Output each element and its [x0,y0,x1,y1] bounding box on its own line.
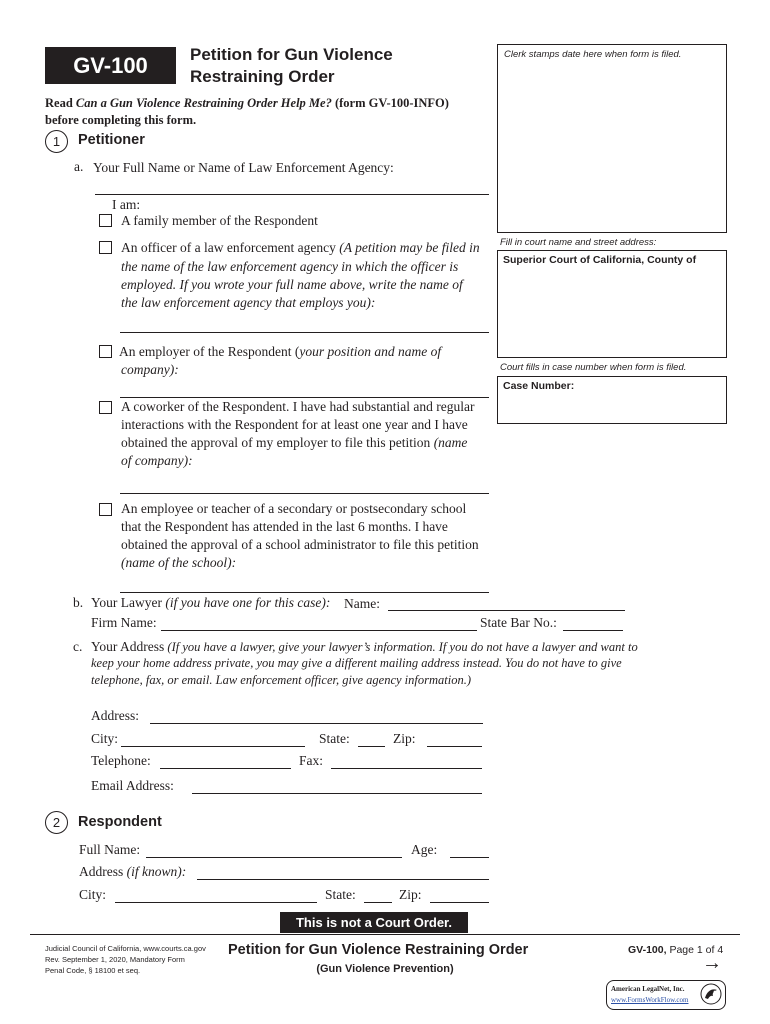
coworker-text: obtained the approval of my employer to file this petition [121,435,431,450]
footer-title: Petition for Gun Violence Restraining Order [228,942,529,958]
read-info-line [45,95,449,112]
family-member-checkbox[interactable] [99,214,112,227]
email-label: Email Address: [91,778,174,793]
court-name-label: Fill in court name and street address: [500,237,657,248]
telephone-field[interactable] [160,768,291,769]
coworker-l2: interactions with the Respondent for at least one year and I have [121,417,468,432]
read-info-title[interactable]: Can a Gun Violence Restraining Order Help Me? [75,96,332,110]
teacher-l1: An employee or teacher of a secondary or postsecondary school [121,501,467,516]
zip-label: Zip: [393,731,416,746]
firm-name-field[interactable] [161,630,477,631]
teacher-l3: obtained the approval of a school administrator to file this petition [121,537,479,552]
form-code-badge: GV-100 [45,47,176,84]
address-note-l1: (If you have a lawyer, give your lawyer’s information. If you do not have a lawyer and want to [167,640,638,654]
coworker-note-l2: of company): [121,453,193,468]
coworker-checkbox[interactable] [99,401,112,414]
respondent-state-field[interactable] [364,902,392,903]
read-info-line2: before completing this form. [45,113,197,127]
employer-checkbox[interactable] [99,345,112,358]
case-number-instruction: Court fills in case number when form is filed. [500,362,687,373]
read-info-suffix: (form GV-100-INFO) [331,96,449,110]
form-title-line1: Petition for Gun Violence [190,45,393,64]
lawyer-name-field[interactable] [388,610,625,611]
teacher-checkbox[interactable] [99,503,112,516]
item-a-letter: a. [74,159,84,174]
officer-checkbox[interactable] [99,241,112,254]
family-member-label: A family member of the Respondent [121,213,318,228]
publisher-name: American LegalNet, Inc. [611,985,685,993]
footer-source-l1: Judicial Council of California, www.courts.ca.gov [45,944,206,953]
fax-field[interactable] [331,768,482,769]
footer-subtitle: (Gun Violence Prevention) [316,963,454,975]
officer-text: An officer of a law enforcement agency [121,240,336,255]
footer-form-code: GV-100, [628,944,667,956]
publisher-logo-icon [700,983,722,1005]
item-a-label: Your Full Name or Name of Law Enforcement Agency: [93,160,394,175]
employer-text: An employer of the Respondent ( [119,344,300,359]
respondent-name-field[interactable] [146,857,402,858]
employer-label [119,343,441,362]
bar-number-label: State Bar No.: [480,615,557,630]
lawyer-label: Your Lawyer [91,595,162,610]
address-label: Your Address [91,639,165,654]
publisher-badge [606,980,726,1010]
city-field[interactable] [121,746,305,747]
officer-label [121,239,480,258]
form-title-line2: Restraining Order [190,67,335,86]
respondent-age-field[interactable] [450,857,489,858]
respondent-zip-field[interactable] [430,902,489,903]
officer-note-l4: the law enforcement agency that employs you): [121,295,376,310]
bar-number-field[interactable] [563,630,623,631]
court-name: Superior Court of California, County of [503,254,697,266]
item-c-l1 [91,638,638,656]
respondent-address-note: (if known): [126,864,187,879]
state-field[interactable] [358,746,385,747]
telephone-label: Telephone: [91,753,151,768]
respondent-name-label: Full Name: [79,842,141,857]
case-number-label: Case Number: [503,380,575,392]
coworker-note: (name [433,435,468,450]
respondent-address-field[interactable] [197,879,489,880]
lawyer-note: (if you have one for this case): [165,595,331,610]
officer-note-l3: employed. If you wrote your full name above, write the name of [121,277,463,292]
teacher-note: (name of the school): [121,555,237,570]
respondent-address-label [79,863,186,882]
clerk-stamp-box [497,44,727,233]
respondent-age-label: Age: [411,842,438,857]
fax-label: Fax: [299,753,324,768]
agency-name-field[interactable] [120,332,489,333]
respondent-city-label: City: [79,887,107,902]
respondent-zip-label: Zip: [399,887,422,902]
footer-page-number: Page 1 of 4 [669,944,724,956]
respondent-state-label: State: [325,887,356,902]
item-c-letter: c. [73,639,83,654]
i-am-label: I am: [112,197,141,212]
address-field-label: Address: [91,708,139,723]
read-prefix: Read [45,96,76,110]
officer-note: (A petition may be filed in [339,240,480,255]
employer-note: your position and name of [299,344,442,359]
coworker-company-field[interactable] [120,493,489,494]
address-note-l3: telephone, fax, or email. Law enforcement officer, give agency information.) [91,673,472,687]
address-note-l2: keep your home address private, you may give a different mailing address instead. You do not have to give [91,656,622,670]
respondent-city-field[interactable] [115,902,317,903]
lawyer-name-label: Name: [344,596,380,611]
coworker-l1: A coworker of the Respondent. I have had substantial and regular [121,399,475,414]
section-2-number: 2 [45,811,68,834]
coworker-l3 [121,434,467,453]
employer-note-l2: company): [121,362,179,377]
item-b-letter: b. [73,595,84,610]
footer-divider [30,934,740,935]
petitioner-name-field[interactable] [95,194,489,195]
officer-note-l2: the name of the law enforcement agency in which the officer is [121,259,459,274]
teacher-l2: that the Respondent has attended in the last 6 months. I have [121,519,448,534]
respondent-address-text: Address [79,864,124,879]
item-b-label [91,594,330,613]
publisher-link[interactable]: www.FormsWorkFlow.com [611,996,689,1004]
firm-name-label: Firm Name: [91,615,157,630]
section-1-heading: Petitioner [78,132,145,148]
footer-source-l3: Penal Code, § 18100 et seq. [45,966,141,975]
next-page-arrow-icon[interactable]: → [702,952,722,974]
footer-source-l2: Rev. September 1, 2020, Mandatory Form [45,955,185,964]
address-field[interactable] [150,723,483,724]
clerk-stamp-label: Clerk stamps date here when form is filed. [504,49,682,60]
school-name-field[interactable] [120,592,489,593]
section-2-heading: Respondent [78,814,162,830]
city-label: City: [91,731,119,746]
case-number-box[interactable] [497,376,727,424]
state-label: State: [319,731,350,746]
email-field[interactable] [192,793,482,794]
court-name-box[interactable] [497,250,727,358]
not-court-order-banner: This is not a Court Order. [280,912,468,933]
zip-field[interactable] [427,746,482,747]
section-1-number: 1 [45,130,68,153]
